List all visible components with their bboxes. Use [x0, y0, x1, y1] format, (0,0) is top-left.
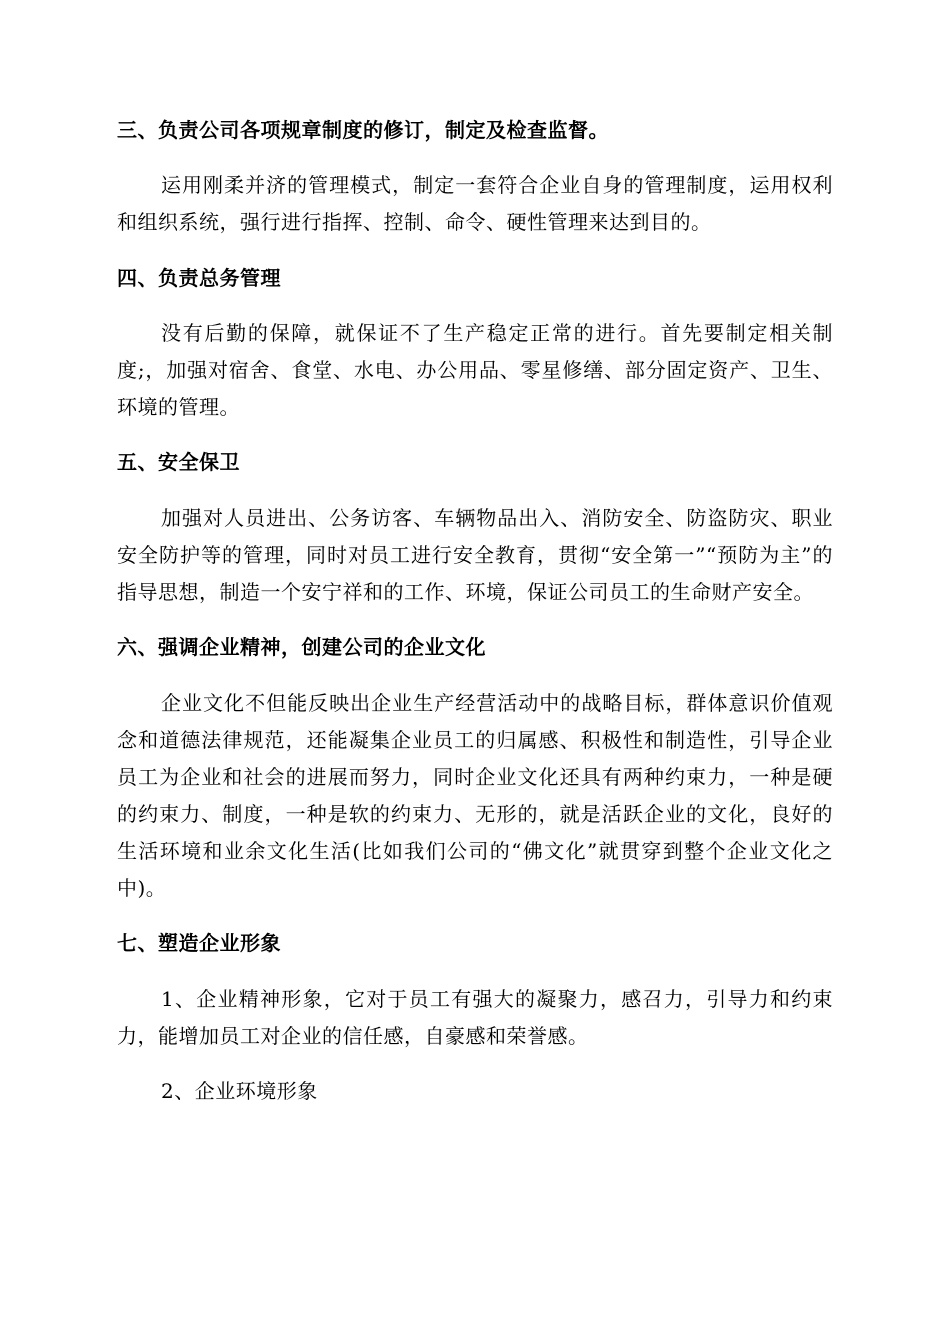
section-heading-4: 四、负责总务管理 [117, 266, 281, 290]
section-heading-3: 三、负责公司各项规章制度的修订，制定及检查监督。 [117, 118, 609, 142]
section-paragraph: 加强对人员进出、公务访客、车辆物品出入、消防安全、防盗防灾、职业安全防护等的管理，同时对员工进行安全教育，贯彻“安全第一”“预防为主”的指导思想，制造一个安宁祥和的工作、环境，保证公司员工的生命财产安全。 [117, 506, 833, 604]
section-paragraph: 企业文化不但能反映出企业生产经营活动中的战略目标，群体意识价值观念和道德法律规范，还能凝集企业员工的归属感、积极性和制造性，引导企业员工为企业和社会的进展而努力，同时企业文化还具有两种约束力，一种是硬的约束力、制度，一种是软的约束力、无形的，就是活跃企业的文化，良好的生活环境和业余文化生活(比如我们公司的“佛文化”就贯穿到整个企业文化之中)。 [117, 691, 833, 900]
section-heading-6: 六、强调企业精神，创建公司的企业文化 [117, 635, 486, 659]
section-paragraph: 1、企业精神形象，它对于员工有强大的凝聚力，感召力，引导力和约束力，能增加员工对企业的信任感，自豪感和荣誉感。 [117, 987, 833, 1048]
document-body [117, 112, 833, 1130]
section-heading-7: 七、塑造企业形象 [117, 931, 281, 955]
section-paragraph: 运用刚柔并济的管理模式，制定一套符合企业自身的管理制度，运用权利和组织系统，强行进行指挥、控制、命令、硬性管理来达到目的。 [117, 173, 833, 234]
section-heading-5: 五、安全保卫 [117, 450, 240, 474]
section-paragraph: 没有后勤的保障，就保证不了生产稳定正常的进行。首先要制定相关制度;，加强对宿舍、食堂、水电、办公用品、零星修缮、部分固定资产、卫生、环境的管理。 [117, 321, 833, 419]
section-paragraph: 2、企业环境形象 [161, 1079, 318, 1103]
